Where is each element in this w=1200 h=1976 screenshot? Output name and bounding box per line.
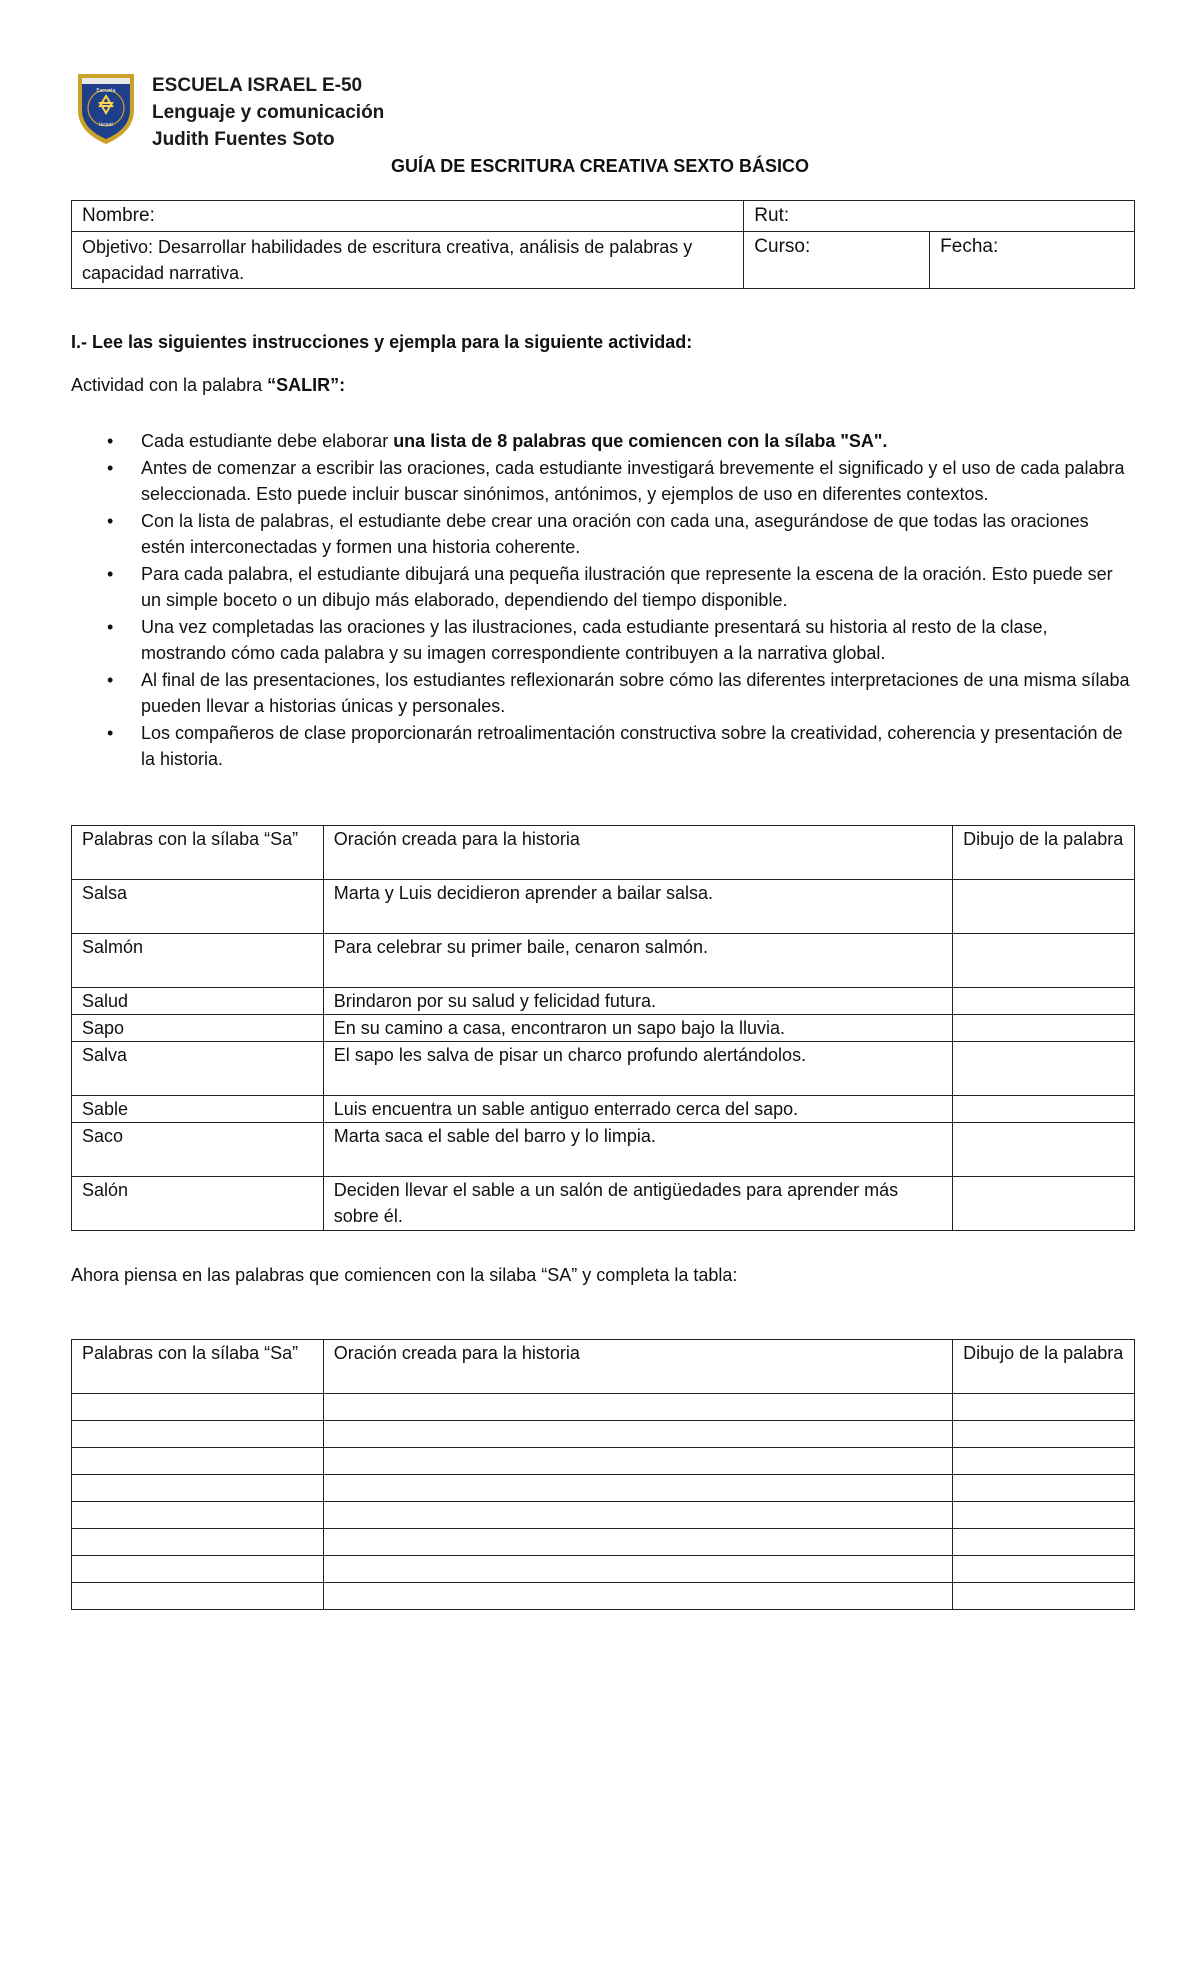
drawing-cell[interactable] <box>953 1042 1135 1096</box>
list-item: • Al final de las presentaciones, los estudiantes reflexionarán sobre cómo las diferentes interpretaciones de una misma sílaba pueden llevar a historias únicas y personales. <box>71 667 1135 720</box>
section-title: I.- Lee las siguientes instrucciones y ejempla para la siguiente actividad: <box>71 332 693 352</box>
list-item: • Antes de comenzar a escribir las oraciones, cada estudiante investigará brevemente el significado y el uso de cada palabra seleccionada. Esto puede incluir buscar sinónimos, antónimos, y ejemplos de uso en diferentes contextos. <box>71 455 1135 508</box>
sentence-input-cell[interactable] <box>323 1421 952 1448</box>
word-cell: Salón <box>72 1177 324 1231</box>
school-name: ESCUELA ISRAEL E-50 <box>152 75 363 96</box>
blank-row <box>72 1448 1135 1475</box>
list-item: • Para cada palabra, el estudiante dibujará una pequeña ilustración que represente la escena de la oración. Esto puede ser un simple boceto o un dibujo más elaborado, dependiendo del tiempo disponible. <box>71 561 1135 614</box>
activity-line <box>71 375 345 396</box>
activity-prefix: Actividad con la palabra <box>71 375 268 395</box>
sentence-input-cell[interactable] <box>323 1529 952 1556</box>
table-row <box>72 880 1135 934</box>
table-row <box>72 1042 1135 1096</box>
drawing-input-cell[interactable] <box>953 1421 1135 1448</box>
word-cell: Saco <box>72 1123 324 1177</box>
drawing-input-cell[interactable] <box>953 1475 1135 1502</box>
curso-field[interactable]: Curso: <box>744 232 930 289</box>
page-title: GUÍA DE ESCRITURA CREATIVA SEXTO BÁSICO <box>390 156 810 176</box>
blank-row <box>72 1394 1135 1421</box>
header-cell: Dibujo de la palabra <box>953 826 1135 880</box>
drawing-cell[interactable] <box>953 1096 1135 1123</box>
drawing-cell[interactable] <box>953 988 1135 1015</box>
table-header-row <box>72 826 1135 880</box>
sentence-input-cell[interactable] <box>323 1583 952 1610</box>
word-input-cell[interactable] <box>72 1502 324 1529</box>
logo-text-bottom: Israel <box>99 122 113 128</box>
drawing-cell[interactable] <box>953 1123 1135 1177</box>
sentence-cell: Para celebrar su primer baile, cenaron salmón. <box>323 934 952 988</box>
activity-word: “SALIR”: <box>267 375 346 395</box>
word-cell: Salud <box>72 988 324 1015</box>
drawing-cell[interactable] <box>953 1177 1135 1231</box>
list-item: • Con la lista de palabras, el estudiante debe crear una oración con cada una, asegurándose de que todas las oraciones estén interconectadas y formen una historia coherente. <box>71 508 1135 561</box>
drawing-input-cell[interactable] <box>953 1556 1135 1583</box>
sentence-input-cell[interactable] <box>323 1394 952 1421</box>
subject-name: Lenguaje y comunicación <box>152 102 385 123</box>
rut-field[interactable]: Rut: <box>744 201 1135 232</box>
drawing-input-cell[interactable] <box>953 1583 1135 1610</box>
sentence-cell: Deciden llevar el sable a un salón de antigüedades para aprender más sobre él. <box>323 1177 952 1231</box>
table-row <box>72 1015 1135 1042</box>
objective-text: Objetivo: Desarrollar habilidades de escritura creativa, análisis de palabras y capacidad narrativa. <box>72 232 744 289</box>
sentence-input-cell[interactable] <box>323 1475 952 1502</box>
table-row <box>72 934 1135 988</box>
drawing-input-cell[interactable] <box>953 1448 1135 1475</box>
word-input-cell[interactable] <box>72 1583 324 1610</box>
sentence-cell: Marta y Luis decidieron aprender a bailar salsa. <box>323 880 952 934</box>
word-input-cell[interactable] <box>72 1421 324 1448</box>
sentence-cell: Luis encuentra un sable antiguo enterrado cerca del sapo. <box>323 1096 952 1123</box>
header-cell: Palabras con la sílaba “Sa” <box>72 826 324 880</box>
word-cell: Salva <box>72 1042 324 1096</box>
drawing-input-cell[interactable] <box>953 1529 1135 1556</box>
blank-row <box>72 1529 1135 1556</box>
word-cell: Sapo <box>72 1015 324 1042</box>
bullet-1-bold: una lista de 8 palabras que comiencen con la sílaba "SA". <box>393 431 888 451</box>
fecha-field[interactable]: Fecha: <box>930 232 1135 289</box>
list-item: • Una vez completadas las oraciones y las ilustraciones, cada estudiante presentará su historia al resto de la clase, mostrando cómo cada palabra y su imagen correspondiente contribuyen a la narrativa global. <box>71 614 1135 667</box>
table-row <box>72 988 1135 1015</box>
table-header-row <box>72 1340 1135 1394</box>
blank-row <box>72 1583 1135 1610</box>
header-cell: Palabras con la sílaba “Sa” <box>72 1340 324 1394</box>
bullet-1-text: Cada estudiante debe elaborar <box>141 431 394 451</box>
sentence-input-cell[interactable] <box>323 1556 952 1583</box>
word-input-cell[interactable] <box>72 1475 324 1502</box>
table-row <box>72 1123 1135 1177</box>
sentence-cell: En su camino a casa, encontraron un sapo bajo la lluvia. <box>323 1015 952 1042</box>
drawing-input-cell[interactable] <box>953 1394 1135 1421</box>
word-cell: Salsa <box>72 880 324 934</box>
word-input-cell[interactable] <box>72 1556 324 1583</box>
logo-text-top: Escuela <box>96 88 116 94</box>
sentence-input-cell[interactable] <box>323 1448 952 1475</box>
word-input-cell[interactable] <box>72 1394 324 1421</box>
word-input-cell[interactable] <box>72 1529 324 1556</box>
blank-row <box>72 1556 1135 1583</box>
blank-table <box>71 1339 1135 1610</box>
teacher-name: Judith Fuentes Soto <box>152 129 335 150</box>
drawing-cell[interactable] <box>953 1015 1135 1042</box>
instructions-list <box>71 428 1135 773</box>
student-info-table <box>71 200 1135 289</box>
example-table <box>71 825 1135 1231</box>
blank-row <box>72 1502 1135 1529</box>
table-row <box>72 1177 1135 1231</box>
blank-row <box>72 1475 1135 1502</box>
header-cell: Oración creada para la historia <box>323 1340 952 1394</box>
word-input-cell[interactable] <box>72 1448 324 1475</box>
list-item <box>71 428 1135 455</box>
drawing-cell[interactable] <box>953 880 1135 934</box>
school-logo <box>74 70 138 146</box>
word-cell: Sable <box>72 1096 324 1123</box>
sentence-input-cell[interactable] <box>323 1502 952 1529</box>
word-cell: Salmón <box>72 934 324 988</box>
sentence-cell: Marta saca el sable del barro y lo limpia. <box>323 1123 952 1177</box>
sentence-cell: Brindaron por su salud y felicidad futura. <box>323 988 952 1015</box>
header-cell: Oración creada para la historia <box>323 826 952 880</box>
sentence-cell: El sapo les salva de pisar un charco profundo alertándolos. <box>323 1042 952 1096</box>
list-item: • Los compañeros de clase proporcionarán retroalimentación constructiva sobre la creatividad, coherencia y presentación de la historia. <box>71 720 1135 773</box>
blank-row <box>72 1421 1135 1448</box>
nombre-field[interactable]: Nombre: <box>72 201 744 232</box>
instruction-note: Ahora piensa en las palabras que comiencen con la silaba “SA” y completa la tabla: <box>71 1265 738 1285</box>
header-cell: Dibujo de la palabra <box>953 1340 1135 1394</box>
drawing-input-cell[interactable] <box>953 1502 1135 1529</box>
table-row <box>72 1096 1135 1123</box>
drawing-cell[interactable] <box>953 934 1135 988</box>
